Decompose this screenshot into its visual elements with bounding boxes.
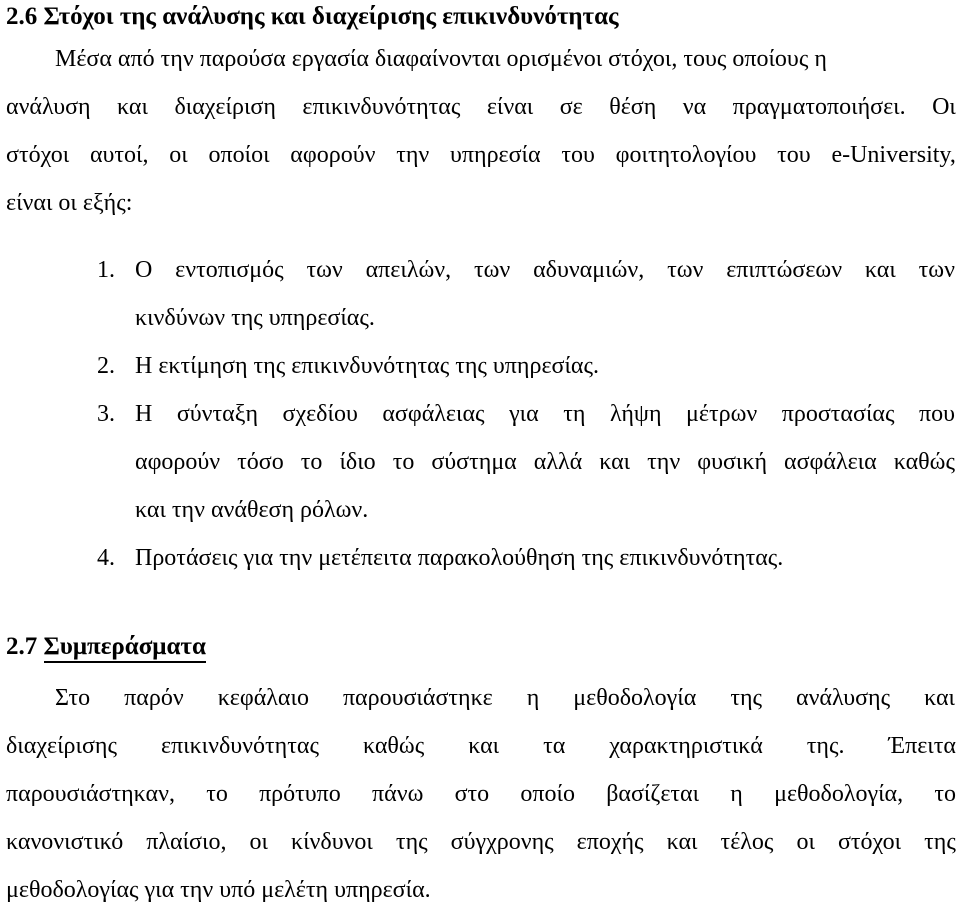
word: ίδιο — [339, 449, 376, 475]
word: αφορούν — [290, 142, 376, 168]
word: κίνδυνοι — [290, 829, 373, 855]
list-number: 4. — [97, 545, 115, 571]
word: και — [864, 257, 896, 283]
word: μεθοδολογία, — [774, 781, 904, 807]
word: και — [666, 829, 698, 855]
word: βασίζεται — [606, 781, 700, 807]
word: θέση — [609, 94, 657, 120]
word: η — [526, 685, 540, 711]
word: των — [473, 257, 511, 283]
paragraph-line: μεθοδολογίας για την υπό μελέτη υπηρεσία. — [6, 877, 431, 903]
word: υπηρεσία — [450, 142, 541, 168]
word: παρουσιάστηκαν, — [6, 781, 175, 807]
word: να — [682, 94, 707, 120]
word: εντοπισμός — [175, 257, 284, 283]
word: ασφάλεια — [784, 449, 877, 475]
list-item-line — [135, 399, 955, 429]
word: διαχείρισης — [6, 733, 117, 759]
word: λήψη — [609, 401, 662, 427]
word: ανάλυση — [6, 94, 91, 120]
word: τα — [543, 733, 566, 759]
word: ανάλυσης — [796, 685, 891, 711]
word: αδυναμιών, — [533, 257, 645, 283]
word: που — [919, 401, 955, 427]
word: ασφάλειας — [382, 401, 485, 427]
list-number: 2. — [97, 353, 115, 379]
list-item-line: κινδύνων της υπηρεσίας. — [135, 305, 375, 331]
word: είναι — [486, 94, 534, 120]
paragraph-line — [6, 140, 956, 170]
list-number: 3. — [97, 401, 115, 427]
word: της — [730, 685, 763, 711]
word: σχεδίου — [282, 401, 358, 427]
word: στο — [454, 781, 490, 807]
word: Η — [135, 401, 153, 427]
word: καθώς — [362, 733, 425, 759]
list-item-line — [135, 255, 955, 285]
word: Ο — [135, 257, 153, 283]
word: και — [924, 685, 955, 711]
word: στόχοι — [6, 142, 70, 168]
word: Στο — [55, 685, 91, 711]
word: της — [924, 829, 956, 855]
word: των — [306, 257, 343, 283]
word: αυτοί, — [89, 142, 149, 168]
word: το — [392, 449, 415, 475]
word: οποίο — [520, 781, 575, 807]
word: οποίοι — [208, 142, 270, 168]
word: αφορούν — [135, 449, 221, 475]
word: το — [206, 781, 228, 807]
paragraph-line — [6, 827, 956, 857]
section-heading-title: Συμπεράσματα — [44, 633, 206, 663]
paragraph-line — [6, 92, 956, 122]
word: οι — [249, 829, 268, 855]
word: το — [300, 449, 323, 475]
list-item-line — [135, 447, 955, 477]
section-heading-number: 2.7 — [6, 633, 38, 660]
paragraph-line — [6, 779, 956, 809]
word: e-University, — [831, 142, 956, 168]
word: για — [509, 401, 539, 427]
word: αλλά — [533, 449, 583, 475]
word: μεθοδολογία — [573, 685, 697, 711]
word: φυσική — [697, 449, 767, 475]
word: οι — [169, 142, 188, 168]
word: παρουσιάστηκε — [342, 685, 493, 711]
word: του — [561, 142, 595, 168]
word: κανονιστικό — [6, 829, 124, 855]
word: επιπτώσεων — [726, 257, 843, 283]
list-number: 1. — [97, 257, 115, 283]
word: σύνταξη — [176, 401, 258, 427]
word: των — [667, 257, 704, 283]
word: πάνω — [372, 781, 424, 807]
paragraph-line — [6, 731, 956, 761]
word: φοιτητολογίου — [615, 142, 757, 168]
word: σύγχρονης — [450, 829, 554, 855]
word: εποχής — [576, 829, 644, 855]
section-heading: 2.6 Στόχοι της ανάλυσης και διαχείρισης επικινδυνότητας — [6, 3, 619, 30]
word: κεφάλαιο — [217, 685, 309, 711]
word: της — [395, 829, 428, 855]
word: οι — [796, 829, 815, 855]
word: και — [117, 94, 148, 120]
word: παρόν — [124, 685, 184, 711]
word: επικινδυνότητας — [302, 94, 461, 120]
word: και — [599, 449, 631, 475]
paragraph-line: Μέσα από την παρούσα εργασία διαφαίνονται ορισμένοι στόχοι, τους οποίους η — [55, 46, 827, 72]
word: των — [918, 257, 955, 283]
word: πρότυπο — [259, 781, 341, 807]
word: η — [730, 781, 743, 807]
word: την — [647, 449, 681, 475]
word: πλαίσιο, — [146, 829, 227, 855]
word: χαρακτηριστικά — [609, 733, 763, 759]
word: της. — [806, 733, 845, 759]
word: προστασίας — [781, 401, 895, 427]
word: τόσο — [237, 449, 284, 475]
word: τη — [563, 401, 586, 427]
word: το — [934, 781, 956, 807]
word: την — [396, 142, 430, 168]
word: πραγματοποιήσει. — [732, 94, 906, 120]
word: σε — [559, 94, 583, 120]
paragraph-line — [55, 683, 955, 713]
word: τέλος — [720, 829, 774, 855]
list-item-line: Η εκτίμηση της επικινδυνότητας της υπηρεσίας. — [135, 353, 600, 379]
word: Οι — [932, 94, 956, 120]
word: επικινδυνότητας — [160, 733, 319, 759]
word: και — [468, 733, 500, 759]
word: μέτρων — [686, 401, 758, 427]
list-item-line: και την ανάθεση ρόλων. — [135, 497, 369, 523]
word: διαχείριση — [174, 94, 276, 120]
paragraph-line: είναι οι εξής: — [6, 190, 133, 216]
word: Έπειτα — [888, 733, 956, 759]
list-item-line: Προτάσεις για την μετέπειτα παρακολούθηση της επικινδυνότητας. — [135, 545, 784, 571]
word: του — [777, 142, 811, 168]
word: απειλών, — [365, 257, 452, 283]
word: σύστημα — [431, 449, 517, 475]
word: καθώς — [893, 449, 955, 475]
section-heading — [6, 632, 206, 662]
word: στόχοι — [837, 829, 902, 855]
